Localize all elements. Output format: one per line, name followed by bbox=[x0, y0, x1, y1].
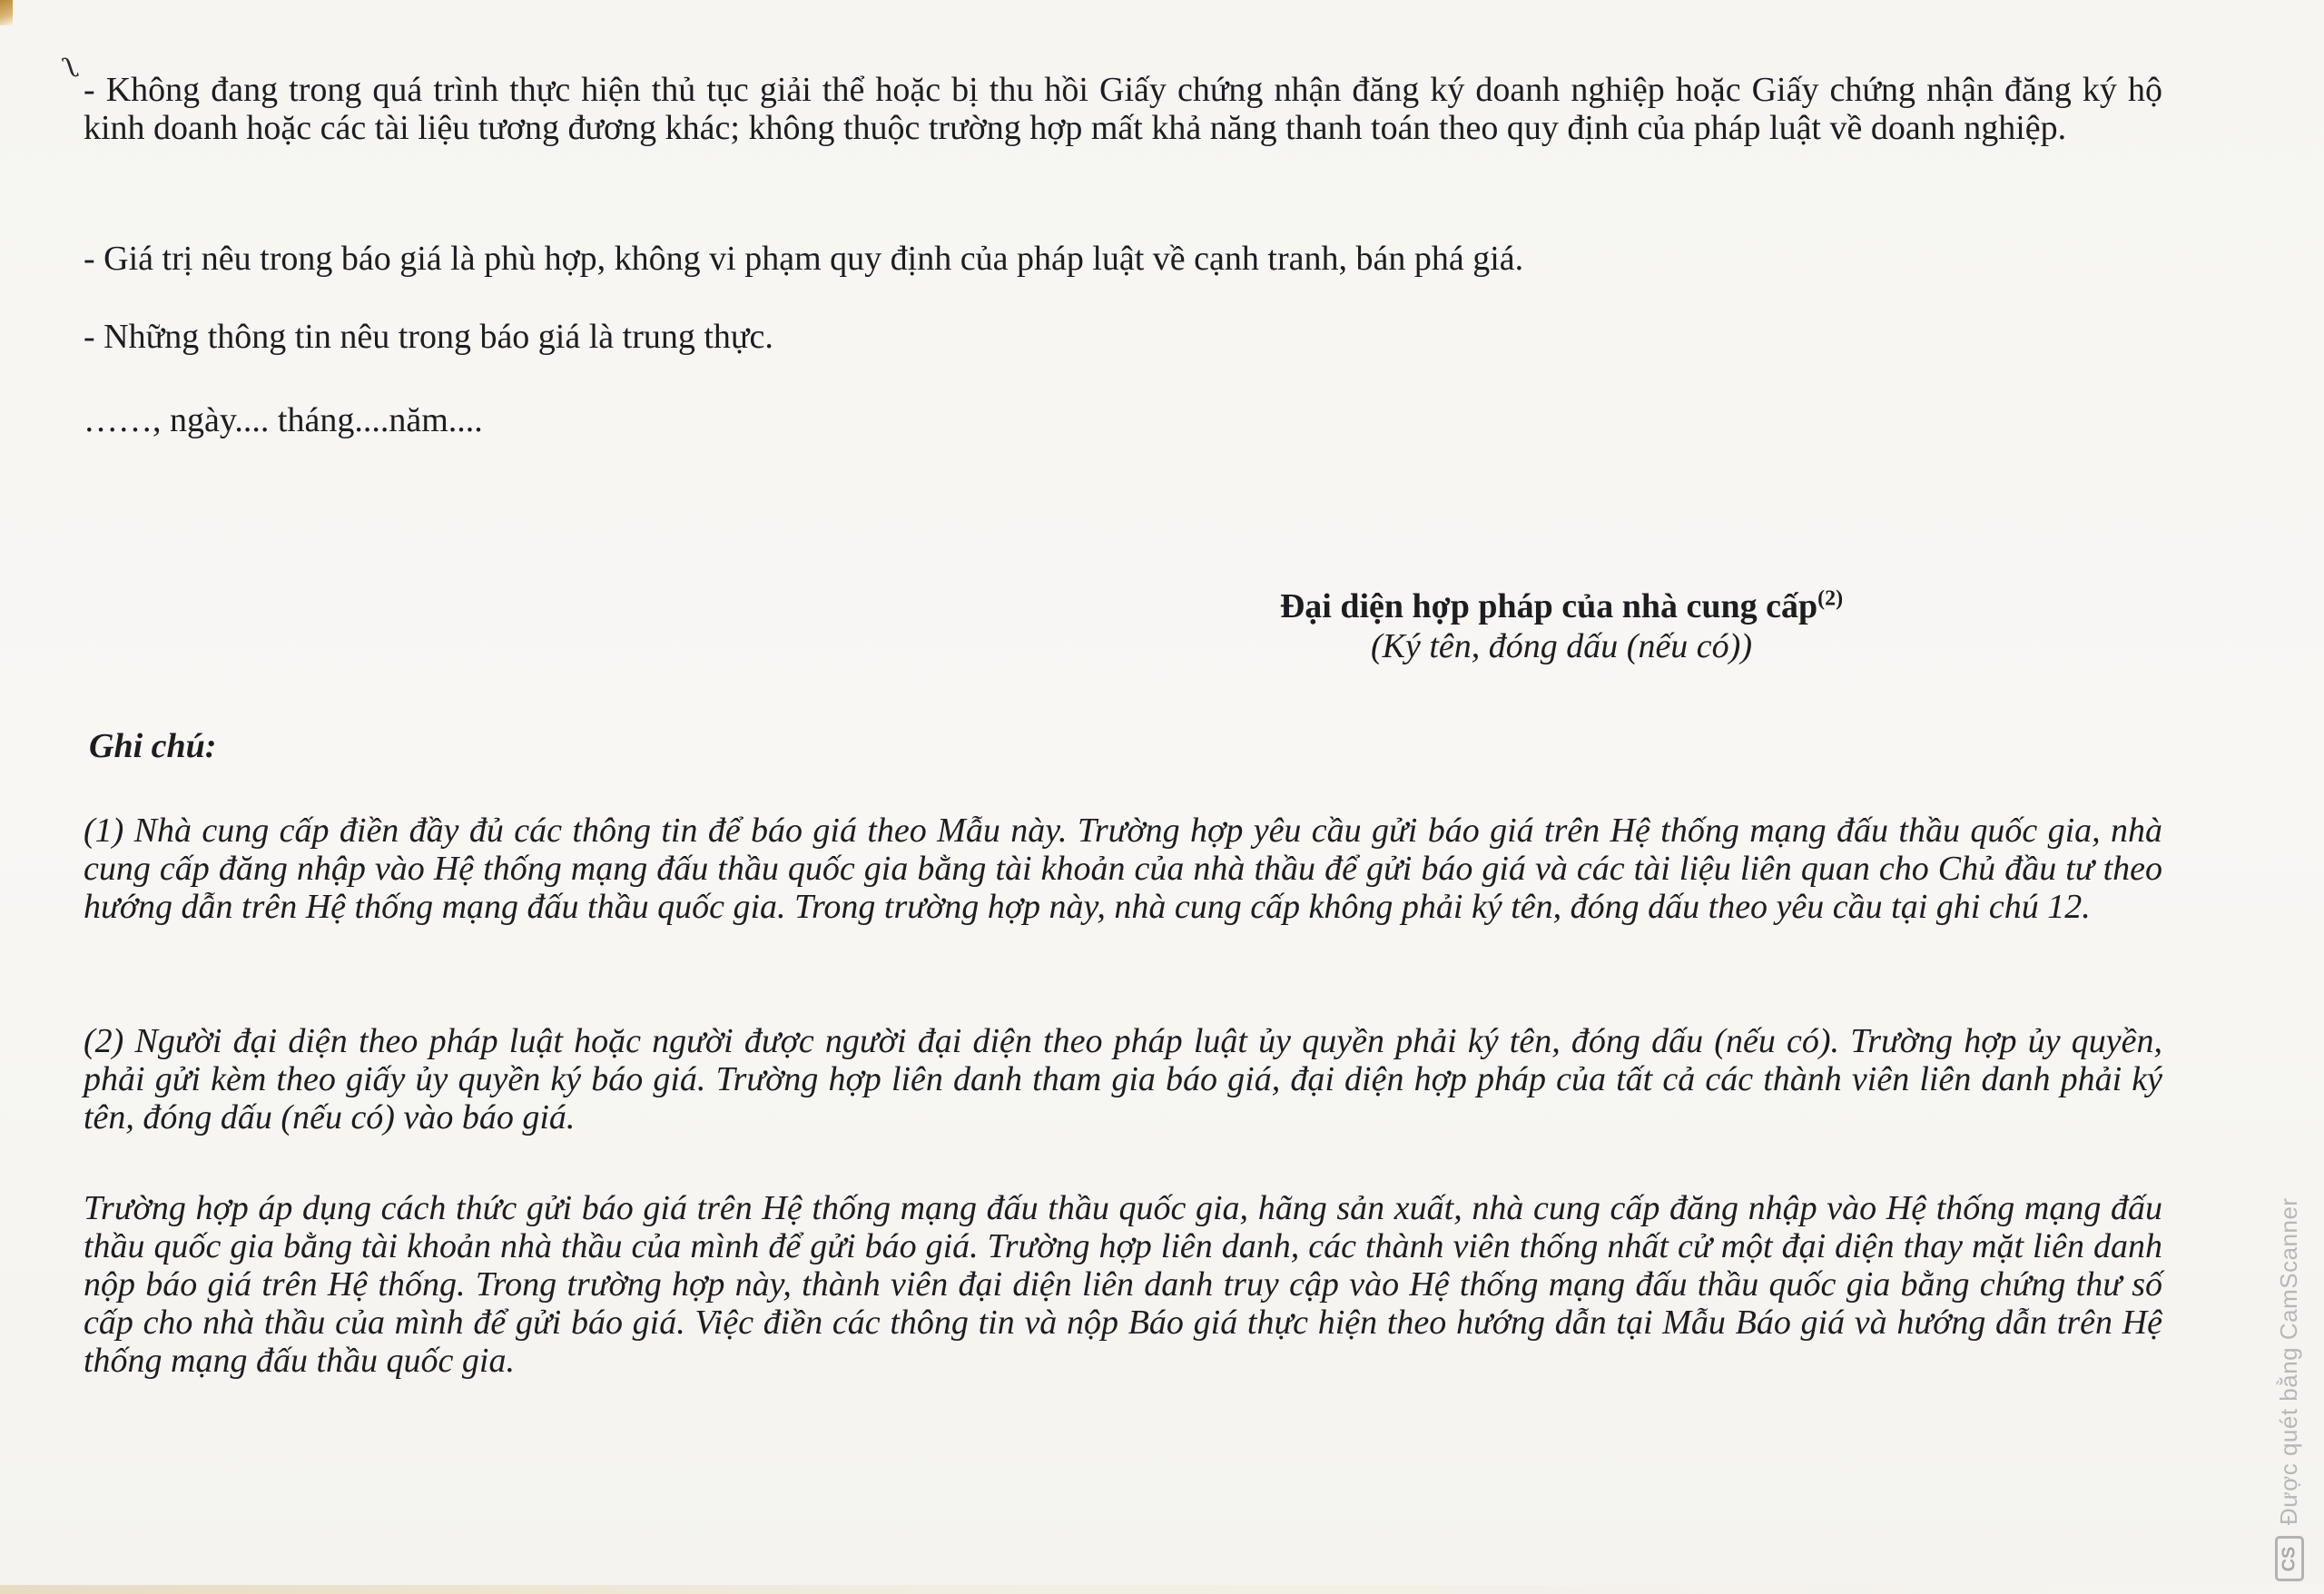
watermark-text: Được quét bằng CamScanner bbox=[2275, 1197, 2302, 1525]
pen-tick-mark: ʅ bbox=[60, 49, 84, 86]
signature-subtitle: (Ký tên, đóng dấu (nếu có)) bbox=[1371, 627, 1752, 665]
note-item-3: Trường hợp áp dụng cách thức gửi báo giá trên Hệ thống mạng đấu thầu quốc gia, hãng sản xuất, nhà cung cấp đăng nhập vào Hệ thống mạng đấu thầu quốc gia bằng tài khoản nhà thầu của mình để gửi báo giá. Trường hợp liên danh, các thành viên thống nhất cử một đại diện thay mặt liên danh nộp báo giá trên Hệ thống. Trong trường hợp này, thành viên đại diện liên danh truy cập vào Hệ thống mạng đấu thầu quốc gia bằng chứng thư số cấp cho nhà thầu của mình để gửi báo giá. Việc điền các thông tin và nộp Báo giá thực hiện theo hướng dẫn tại Mẫu Báo giá và hướng dẫn trên Hệ thống mạng đấu thầu quốc gia. bbox=[84, 1189, 2162, 1380]
note-item-2: (2) Người đại diện theo pháp luật hoặc người được người đại diện theo pháp luật ủy quyền phải ký tên, đóng dấu (nếu có). Trường hợp ủy quyền, phải gửi kèm theo giấy ủy quyền ký báo giá. Trường hợp liên danh tham gia báo giá, đại diện hợp pháp của tất cả các thành viên liên danh phải ký tên, đóng dấu (nếu có) vào báo giá. bbox=[84, 1022, 2162, 1136]
signature-block bbox=[1216, 586, 1906, 666]
date-line: ……, ngày.... tháng....năm.... bbox=[84, 401, 483, 439]
paragraph-condition-price: - Giá trị nêu trong báo giá là phù hợp, không vi phạm quy định của pháp luật về cạnh tranh, bán phá giá. bbox=[84, 240, 1524, 278]
paragraph-condition-honesty: - Những thông tin nêu trong báo giá là trung thực. bbox=[84, 318, 773, 356]
signature-title-text: Đại diện hợp pháp của nhà cung cấp bbox=[1279, 587, 1818, 625]
signature-footnote-ref: (2) bbox=[1817, 586, 1844, 611]
paragraph-condition-dissolution: - Không đang trong quá trình thực hiện thủ tục giải thể hoặc bị thu hồi Giấy chứng nhận đăng ký doanh nghiệp hoặc Giấy chứng nhận đăng ký hộ kinh doanh hoặc các tài liệu tương đương khác; không thuộc trường hợp mất khả năng thanh toán theo quy định của pháp luật về doanh nghiệp. bbox=[84, 71, 2162, 147]
signature-title bbox=[1216, 586, 1906, 626]
scan-edge-strip bbox=[0, 1585, 2324, 1594]
camscanner-logo-icon bbox=[2275, 1536, 2304, 1581]
camscanner-watermark bbox=[2266, 1180, 2313, 1589]
page-corner-mark bbox=[0, 0, 13, 25]
notes-heading: Ghi chú: bbox=[89, 727, 217, 765]
watermark-logo-text: CS bbox=[2279, 1546, 2299, 1571]
note-item-1: (1) Nhà cung cấp điền đầy đủ các thông tin để báo giá theo Mẫu này. Trường hợp yêu cầu gửi báo giá trên Hệ thống mạng đấu thầu quốc gia, nhà cung cấp đăng nhập vào Hệ thống mạng đấu thầu quốc gia bằng tài khoản của nhà thầu để gửi báo giá và các tài liệu liên quan cho Chủ đầu tư theo hướng dẫn trên Hệ thống mạng đấu thầu quốc gia. Trong trường hợp này, nhà cung cấp không phải ký tên, đóng dấu theo yêu cầu tại ghi chú 12. bbox=[84, 812, 2162, 926]
